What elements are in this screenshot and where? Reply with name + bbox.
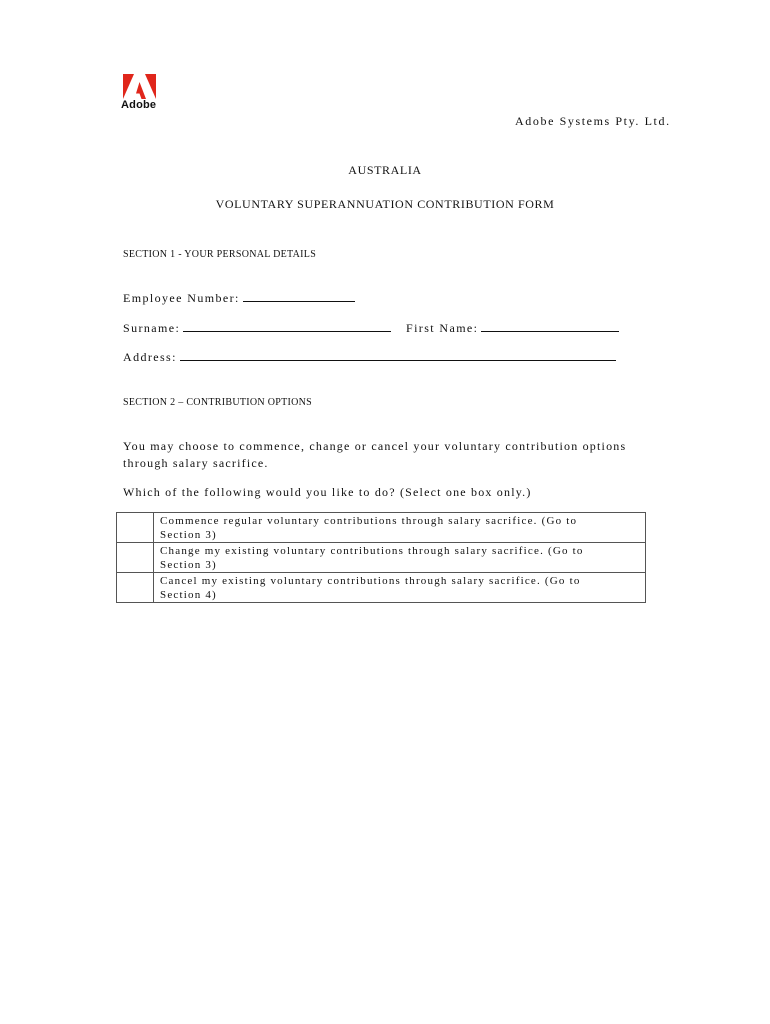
address-row — [123, 349, 616, 365]
address-field[interactable] — [180, 349, 616, 361]
option-change-checkbox[interactable] — [117, 543, 154, 573]
logo-text: Adobe — [121, 99, 157, 111]
first-name-label: First Name: — [406, 321, 479, 335]
contribution-options-table — [116, 512, 646, 603]
first-name-row — [406, 320, 619, 336]
option-commence-checkbox[interactable] — [117, 513, 154, 543]
section2-heading: SECTION 2 – CONTRIBUTION OPTIONS — [123, 397, 313, 408]
option-text-line: Cancel my existing voluntary contributions through salary sacrifice. (Go to — [160, 575, 581, 587]
employee-number-row — [123, 290, 355, 306]
option-cancel-text — [154, 573, 646, 603]
option-row — [117, 573, 646, 603]
company-name: Adobe Systems Pty. Ltd. — [515, 114, 671, 128]
country-title: AUSTRALIA — [348, 163, 422, 177]
surname-field[interactable] — [183, 320, 391, 332]
intro-line-1: You may choose to commence, change or cancel your voluntary contribution options — [123, 439, 627, 453]
surname-label: Surname: — [123, 321, 181, 335]
first-name-field[interactable] — [481, 320, 619, 332]
section1-heading: SECTION 1 - YOUR PERSONAL DETAILS — [123, 249, 317, 260]
option-question: Which of the following would you like to do? (Select one box only.) — [123, 485, 532, 499]
option-text-line: Section 4) — [160, 589, 217, 601]
option-row — [117, 543, 646, 573]
intro-line-2: through salary sacrifice. — [123, 456, 269, 470]
option-text-line: Section 3) — [160, 559, 217, 571]
option-text-line: Section 3) — [160, 529, 217, 541]
employee-number-label: Employee Number: — [123, 291, 240, 305]
address-label: Address: — [123, 350, 177, 364]
surname-row — [123, 320, 391, 336]
option-row — [117, 513, 646, 543]
option-change-text — [154, 543, 646, 573]
option-cancel-checkbox[interactable] — [117, 573, 154, 603]
section2-intro — [123, 438, 626, 472]
form-title: VOLUNTARY SUPERANNUATION CONTRIBUTION FORM — [215, 197, 555, 211]
option-text-line: Change my existing voluntary contributions through salary sacrifice. (Go to — [160, 545, 584, 557]
option-text-line: Commence regular voluntary contributions through salary sacrifice. (Go to — [160, 515, 578, 527]
option-commence-text — [154, 513, 646, 543]
employee-number-field[interactable] — [243, 290, 355, 302]
